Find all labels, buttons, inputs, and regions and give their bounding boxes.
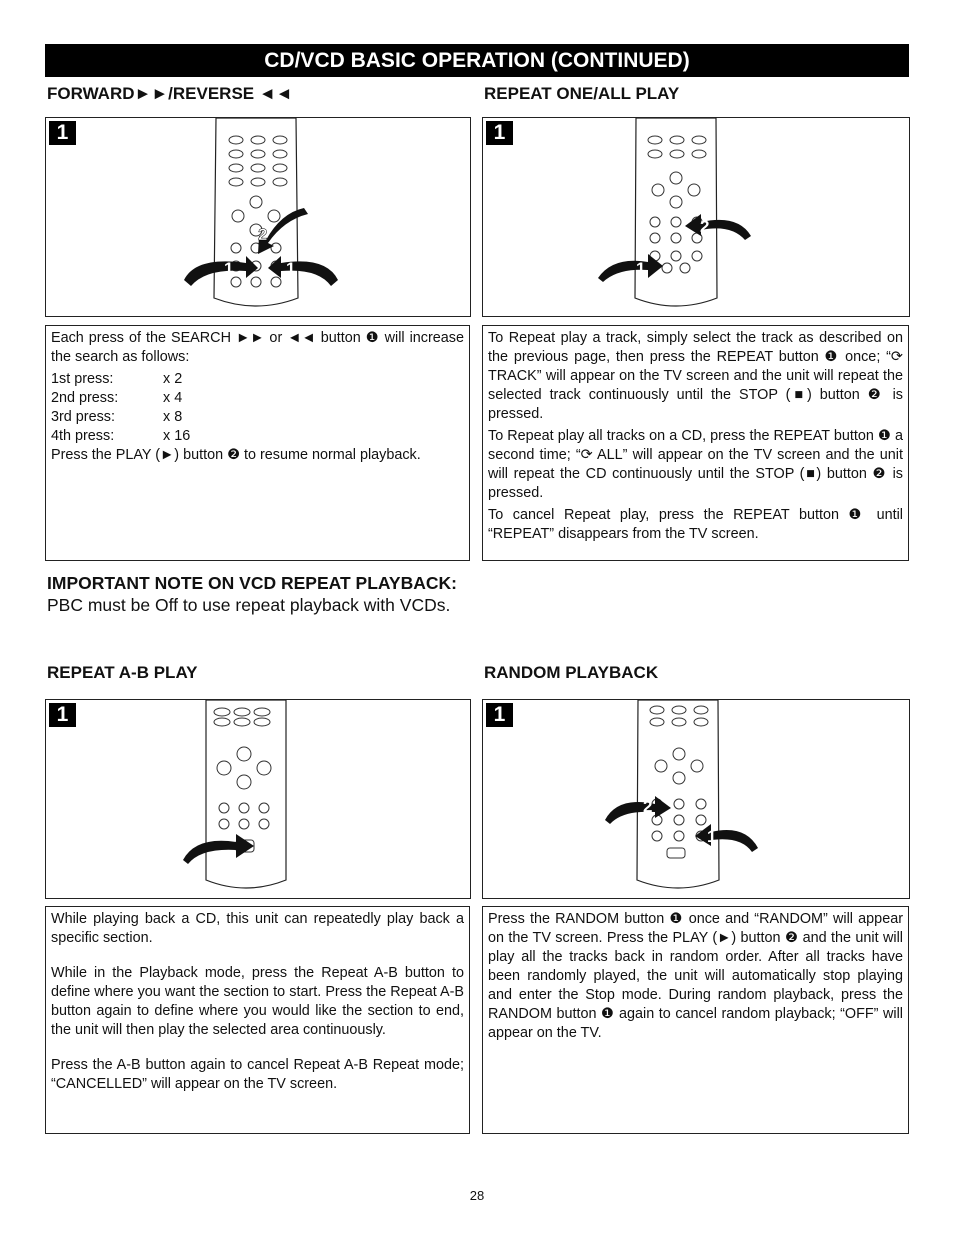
callout-1-right: 1 xyxy=(286,259,296,278)
text-random xyxy=(482,906,909,1134)
text-repeat-ab xyxy=(45,906,470,1134)
repeat-track-text: To Repeat play a track, simply select the track as described on the previous page, then press the REPEAT button ❶ once; “⟳ TRACK” will appear on the TV screen and the unit will repeat the selected track continuously until the STOP (■) button ❷ is pressed. xyxy=(488,330,903,422)
press-row: 4th press: x 16 xyxy=(51,428,191,444)
remote-illustration xyxy=(483,118,909,316)
remote-illustration xyxy=(46,118,470,316)
section-heading-random: RANDOM PLAYBACK xyxy=(484,663,659,682)
remote-illustration xyxy=(46,700,470,898)
callout-1-left: 1 xyxy=(224,259,234,278)
play-resume-text: Press the PLAY (►) button ❷ to resume normal playback. xyxy=(51,447,421,463)
search-intro: Each press of the SEARCH ►► or ◄◄ button ❶ will increase the search as follows: xyxy=(51,330,464,365)
note-title: IMPORTANT NOTE ON VCD REPEAT PLAYBACK: xyxy=(47,573,457,593)
random-text: Press the RANDOM button ❶ once and “RANDOM” will appear on the TV screen. Press the PLAY (►) button ❷ and the unit will play all the tracks back in random order. After all tracks have been randomly played, the unit will automatically stop playing and enter the Stop mode. During random playback, press the RANDOM button ❶ again to cancel random playback; “OFF” will appear on the TV. xyxy=(488,911,903,1041)
cancel-repeat-text: To cancel Repeat play, press the REPEAT button ❶ until “REPEAT” disappears from the TV screen. xyxy=(488,507,903,542)
repeat-ab-define: While in the Playback mode, press the Repeat A-B button to define where you want the section to start. Press the Repeat A-B button again to define where you would like the section to end, the unit will then play the selected area continuously. xyxy=(51,965,464,1038)
remote-illustration xyxy=(483,700,909,898)
section-heading-forward-reverse: FORWARD►►/REVERSE ◄◄ xyxy=(47,84,293,103)
repeat-all-text: To Repeat play all tracks on a CD, press the REPEAT button ❶ a second time; “⟳ ALL” will appear on the TV screen and the unit will repeat the CD continuously until the STOP (■) button ❷ is pressed. xyxy=(488,428,903,501)
press-row: 1st press: x 2 xyxy=(51,371,183,387)
page-banner: CD/VCD BASIC OPERATION (CONTINUED) xyxy=(45,44,909,77)
press-row: 2nd press: x 4 xyxy=(51,390,183,406)
callout-2: 2 xyxy=(258,225,268,244)
callout-1: 1 xyxy=(707,827,717,846)
step-number: 1 xyxy=(486,703,513,727)
press-row: 3rd press: x 8 xyxy=(51,409,183,425)
page-number: 28 xyxy=(469,1188,485,1203)
step-number: 1 xyxy=(49,121,76,145)
text-repeat-one-all xyxy=(482,325,909,561)
step-number: 1 xyxy=(49,703,76,727)
text-forward-reverse xyxy=(45,325,470,561)
section-heading-repeat-one-all: REPEAT ONE/ALL PLAY xyxy=(484,84,680,103)
callout-2: 2 xyxy=(643,797,653,816)
repeat-ab-intro: While playing back a CD, this unit can repeatedly play back a specific section. xyxy=(51,911,464,946)
section-heading-repeat-ab: REPEAT A-B PLAY xyxy=(47,663,198,682)
figure-random xyxy=(482,699,910,899)
figure-repeat-one-all xyxy=(482,117,910,317)
figure-forward-reverse xyxy=(45,117,471,317)
callout-1: 1 xyxy=(636,259,646,278)
step-number: 1 xyxy=(486,121,513,145)
figure-repeat-ab xyxy=(45,699,471,899)
note-body: PBC must be Off to use repeat playback with VCDs. xyxy=(47,595,451,615)
repeat-ab-cancel: Press the A-B button again to cancel Repeat A-B Repeat mode; “CANCELLED” will appear on the TV screen. xyxy=(51,1057,464,1092)
callout-2: 2 xyxy=(700,217,710,236)
